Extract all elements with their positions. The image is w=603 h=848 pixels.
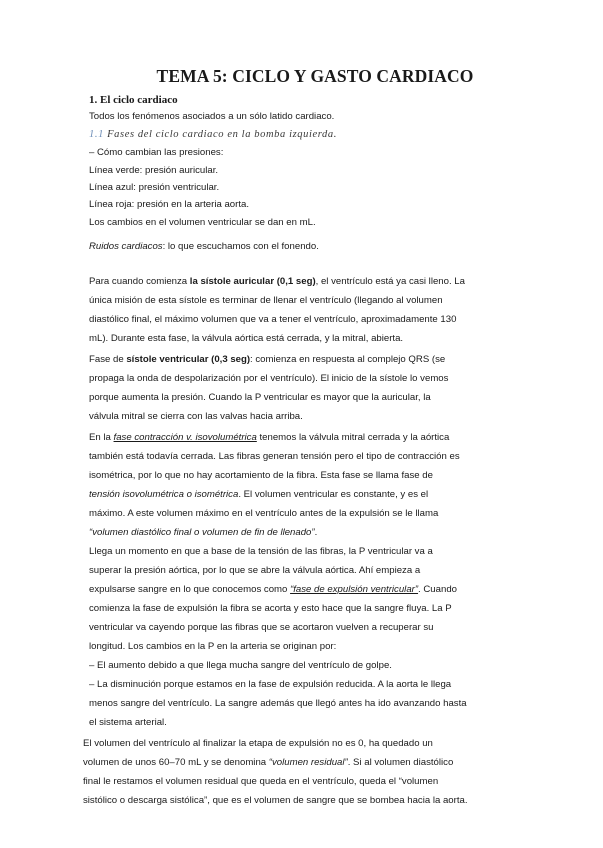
paragraph-line: – La disminución porque estamos en la fase de expulsión reducida. A la aorta le llega bbox=[89, 679, 452, 690]
paragraph-line: mL). Durante esta fase, la válvula aórtica está cerrada, y la mitral, abierta. bbox=[89, 333, 404, 344]
paragraph-volumen-residual bbox=[83, 734, 523, 810]
paragraph-line: Fase de sístole ventricular (0,3 seg): comienza en respuesta al complejo QRS (se bbox=[89, 354, 446, 365]
list-item: – Cómo cambian las presiones: bbox=[89, 147, 224, 158]
list-item: Línea roja: presión en la arteria aorta. bbox=[89, 199, 249, 210]
paragraph-line: comienza la fase de expulsión la fibra se acorta y esto hace que la sangre fluya. La P bbox=[89, 603, 452, 614]
section-intro: Todos los fenómenos asociados a un sólo latido cardiaco. bbox=[89, 111, 335, 122]
paragraph-line: longitud. Los cambios en la P en la arteria se originan por: bbox=[89, 641, 337, 652]
paragraph-line: propaga la onda de despolarización por el ventrículo). El inicio de la sístole lo vemos bbox=[89, 373, 449, 384]
paragraph-line: Para cuando comienza la sístole auricular (0,1 seg), el ventrículo está ya casi lleno. La bbox=[89, 276, 465, 287]
subsection-number: 1.1 bbox=[89, 129, 104, 140]
paragraph-sistole-ventricular bbox=[89, 350, 519, 426]
paragraph-sistole-auricular bbox=[89, 272, 519, 348]
paragraph-line: expulsarse sangre en lo que conocemos como “fase de expulsión ventricular”. Cuando bbox=[89, 584, 457, 595]
paragraph-line: porque aumenta la presión. Cuando la P ventricular es mayor que la auricular, la bbox=[89, 392, 431, 403]
paragraph-line: máximo. A este volumen máximo en el ventrículo antes de la expulsión se le llama bbox=[89, 508, 439, 519]
paragraph-line: final le restamos el volumen residual que queda en el ventrículo, queda el “volumen bbox=[83, 776, 439, 787]
paragraph-line: “volumen diastólico final o volumen de fin de llenado”. bbox=[89, 527, 318, 538]
paragraph-line: sistólico o descarga sistólica”, que es el volumen de sangre que se bombea hacia la aorta. bbox=[83, 795, 468, 806]
paragraph-line: – El aumento debido a que llega mucha sangre del ventrículo de golpe. bbox=[89, 660, 392, 671]
paragraph-line: única misión de esta sístole es terminar de llenar el ventrículo (llegando al volumen bbox=[89, 295, 443, 306]
paragraph-line: isométrica, por lo que no hay acortamiento de la fibra. Esta fase se llama fase de bbox=[89, 470, 433, 481]
paragraph-expulsion bbox=[89, 542, 519, 732]
paragraph-line: Llega un momento en que a base de la tensión de las fibras, la P ventricular va a bbox=[89, 546, 433, 557]
list-item: Línea azul: presión ventricular. bbox=[89, 182, 220, 193]
paragraph-line: El volumen del ventrículo al finalizar la etapa de expulsión no es 0, ha quedado un bbox=[83, 738, 433, 749]
subsection-heading bbox=[89, 129, 337, 140]
paragraph-line: En la fase contracción v. isovolumétrica tenemos la válvula mitral cerrada y la aórtica bbox=[89, 432, 450, 443]
list-item: Los cambios en el volumen ventricular se dan en mL. bbox=[89, 217, 316, 228]
paragraph-line: el sistema arterial. bbox=[89, 717, 167, 728]
paragraph-line: válvula mitral se cierra con las valvas hacia arriba. bbox=[89, 411, 303, 422]
ruidos-term: Ruidos cardiacos bbox=[89, 241, 163, 252]
ruidos-line bbox=[89, 241, 319, 253]
paragraph-line: menos sangre del ventrículo. La sangre además que llegó antes ha ido avanzando hasta bbox=[89, 698, 467, 709]
paragraph-line: ventricular va cayendo porque las fibras que se acortaron vuelven a recuperar su bbox=[89, 622, 434, 633]
paragraph-line: también está todavía cerrada. Las fibras generan tensión pero el tipo de contracción es bbox=[89, 451, 460, 462]
paragraph-line: superar la presión aórtica, por lo que se abre la válvula aórtica. Ahí empieza a bbox=[89, 565, 421, 576]
subsection-title: Fases del ciclo cardiaco en la bomba izquierda. bbox=[107, 129, 337, 140]
section-heading: 1. El ciclo cardiaco bbox=[89, 94, 178, 106]
paragraph-line: tensión isovolumétrica o isométrica. El volumen ventricular es constante, y es el bbox=[89, 489, 429, 500]
paragraph-isovolumetrica bbox=[89, 428, 519, 542]
page-title: TEMA 5: CICLO Y GASTO CARDIACO bbox=[156, 66, 474, 86]
paragraph-line: diastólico final, el máximo volumen que va a tener el ventrículo, aproximadamente 130 bbox=[89, 314, 457, 325]
ruidos-text: : lo que escuchamos con el fonendo. bbox=[162, 241, 319, 252]
list-item: Línea verde: presión auricular. bbox=[89, 165, 219, 176]
paragraph-line: volumen de unos 60–70 mL y se denomina “volumen residual”. Si al volumen diastólico bbox=[83, 757, 454, 768]
